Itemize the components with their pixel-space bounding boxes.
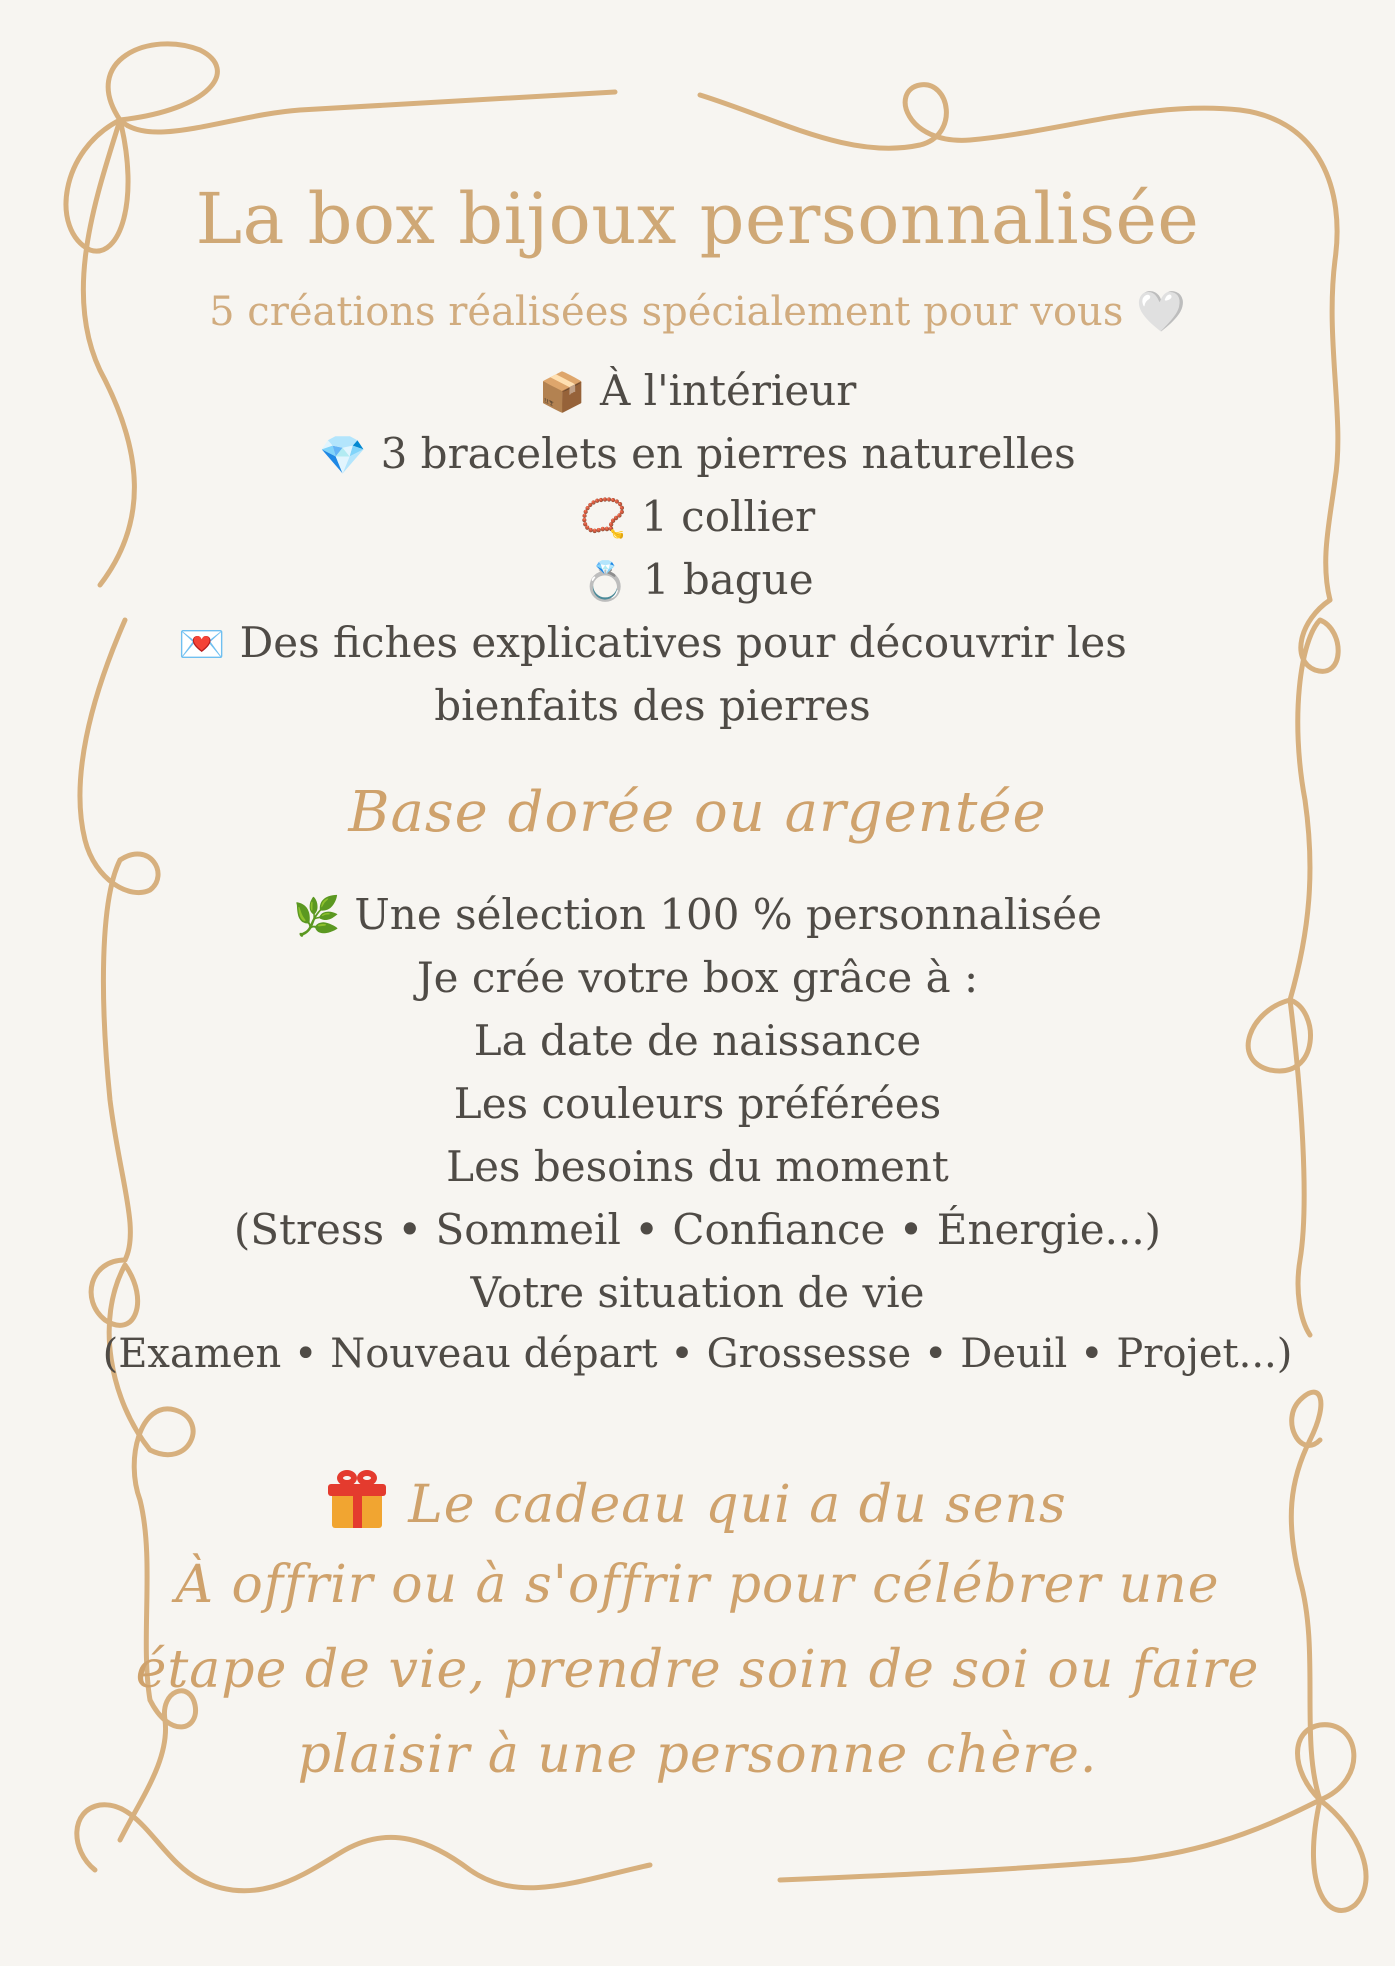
page-title: La box bijoux personnalisée xyxy=(195,178,1200,260)
list-item-continuation: bienfaits des pierres xyxy=(434,681,871,730)
herb-icon: 🌿 xyxy=(293,894,341,938)
list-item-label: Des fiches explicatives pour découvrir les xyxy=(239,618,1127,667)
personalisation-line: Les besoins du moment xyxy=(446,1142,949,1191)
love-letter-icon: 💌 xyxy=(178,622,226,666)
list-item xyxy=(0,492,1395,541)
gift-line: étape de vie, prendre soin de soi ou faire xyxy=(135,1640,1260,1700)
gift-line: À offrir ou à s'offrir pour célébrer une xyxy=(175,1555,1220,1615)
list-item-label: 3 bracelets en pierres naturelles xyxy=(380,429,1076,478)
gift-line: plaisir à une personne chère. xyxy=(297,1725,1098,1785)
personalisation-line: Les couleurs préférées xyxy=(453,1079,942,1128)
personalisation-intro xyxy=(0,890,1395,939)
personalisation-line: Votre situation de vie xyxy=(470,1268,925,1317)
personalisation-line: (Stress • Sommeil • Confiance • Énergie...) xyxy=(233,1205,1162,1254)
personalisation-intro-label: Une sélection 100 % personnalisée xyxy=(354,890,1102,939)
personalisation-line: Je crée votre box grâce à : xyxy=(416,953,979,1002)
gem-icon: 💎 xyxy=(319,433,367,477)
prayer-beads-icon: 📿 xyxy=(579,496,628,540)
list-item-label: 1 collier xyxy=(641,492,816,541)
gift-icon xyxy=(328,1470,386,1528)
personalisation-line: La date de naissance xyxy=(473,1016,922,1065)
list-item-label: 1 bague xyxy=(642,555,814,604)
list-item xyxy=(0,555,1395,604)
base-option-heading: Base dorée ou argentée xyxy=(348,780,1047,845)
list-item xyxy=(0,618,1350,667)
package-icon: 📦 xyxy=(538,370,586,414)
personalisation-line: (Examen • Nouveau départ • Grossesse • Deuil • Projet...) xyxy=(102,1331,1293,1377)
contents-heading xyxy=(0,366,1395,415)
page-subtitle: 5 créations réalisées spécialement pour vous 🤍 xyxy=(209,289,1186,335)
gift-heading xyxy=(0,1470,1395,1535)
contents-heading-label: À l'intérieur xyxy=(599,366,857,415)
gift-heading-label: Le cadeau qui a du sens xyxy=(408,1475,1067,1535)
ring-icon: 💍 xyxy=(581,559,629,603)
list-item xyxy=(0,429,1395,478)
